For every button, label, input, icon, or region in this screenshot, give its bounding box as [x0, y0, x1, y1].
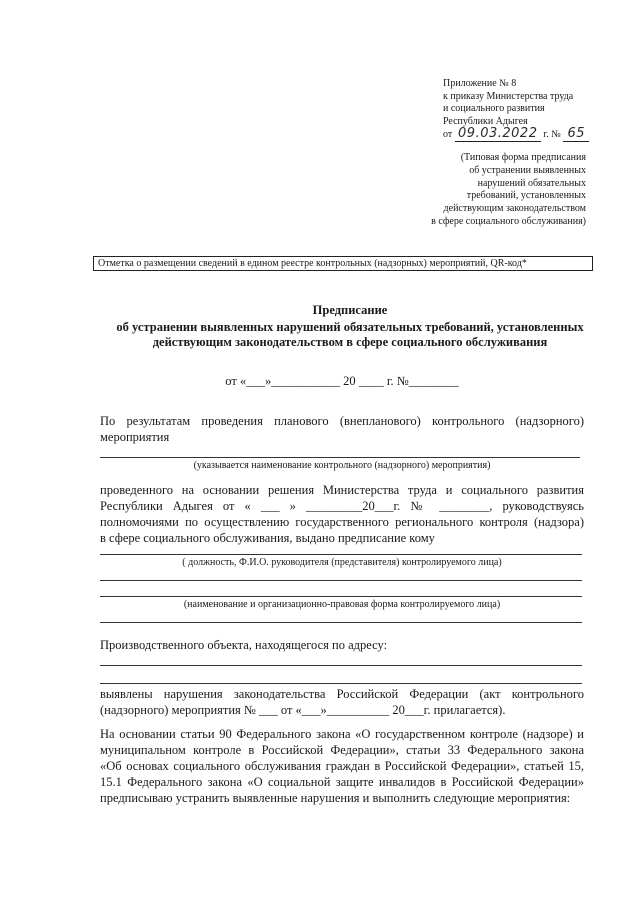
typical-form-line: об устранении выявленных: [469, 164, 586, 176]
fill-line-address: [100, 665, 582, 666]
decision-line: проведенного на основании решения Министерства труда и социального развития: [100, 483, 584, 497]
appendix-line: к приказу Министерства труда: [443, 90, 574, 102]
appendix-date-prefix: от: [443, 129, 453, 140]
fill-line-blank: [100, 622, 582, 623]
typical-form-line: нарушений обязательных: [477, 177, 586, 189]
document-subtitle-line: действующим законодательством в сфере социального обслуживания: [152, 335, 548, 349]
basis-line: На основании статьи 90 Федерального закона «О государственном контроле (надзоре) и: [100, 727, 584, 741]
object-address-label: Производственного объекта, находящегося по адресу:: [100, 638, 388, 652]
results-line: мероприятия: [100, 430, 170, 444]
violations-line: (надзорного) мероприятия № ___ от «___»__________ 20___г. прилагается).: [100, 703, 506, 717]
appendix-date-handwritten: 09.03.2022: [455, 128, 541, 142]
appendix-block: [443, 78, 603, 142]
decision-line: Республики Адыгея от « ___ » _________20___г. № ________, руководствуясь: [100, 499, 584, 513]
document-subtitle-line: об устранении выявленных нарушений обязательных требований, установленных: [116, 320, 584, 334]
basis-line: «Об основах социального обслуживания граждан в Российской Федерации», статьей 15,: [100, 759, 584, 773]
appendix-line: Республики Адыгея: [443, 115, 528, 127]
typical-form-line: (Типовая форма предписания: [460, 152, 586, 163]
basis-line: муниципальном контроле в Российской Федерации», статьи 33 Федерального закона: [100, 743, 584, 757]
fill-line-event-name: [100, 457, 580, 458]
basis-line: 15.1 Федерального закона «О социальной защите инвалидов в Российской Федерации»: [100, 775, 584, 789]
fill-line-organization: [100, 596, 582, 597]
appendix-line: и социального развития: [443, 103, 545, 114]
fill-line-address: [100, 683, 582, 684]
typical-form-line: действующим законодательством: [443, 203, 586, 215]
appendix-line: Приложение № 8: [443, 78, 517, 89]
order-date-number-line: от «___»___________ 20 ____ г. №________: [225, 374, 459, 388]
results-line: По результатам проведения планового (внепланового) контрольного (надзорного): [100, 414, 584, 428]
decision-line: в сфере социального обслуживания, выдано предписание кому: [100, 531, 435, 545]
registry-qr-box: Отметка о размещении сведений в едином реестре контрольных (надзорных) мероприятий, QR-код*: [93, 256, 593, 271]
appendix-date-suffix: г. №: [543, 129, 561, 140]
caption-event-name: (указывается наименование контрольного (надзорного) мероприятия): [193, 460, 491, 471]
violations-line: выявлены нарушения законодательства Российской Федерации (акт контрольного: [100, 687, 584, 701]
fill-line-recipient: [100, 554, 582, 555]
typical-form-line: требований, установленных: [466, 190, 586, 202]
basis-line: предписываю устранить выявленные нарушения и выполнить следующие мероприятия:: [100, 791, 571, 805]
fill-line-blank: [100, 580, 582, 581]
appendix-date-line: [443, 128, 603, 142]
caption-recipient: ( должность, Ф.И.О. руководителя (представителя) контролируемого лица): [182, 557, 502, 568]
appendix-number-handwritten: 65: [563, 128, 589, 142]
typical-form-note: [390, 152, 586, 229]
decision-line: полномочиями по осуществлению государственного регионального контроля (надзора): [100, 515, 584, 529]
typical-form-line: в сфере социального обслуживания): [431, 215, 586, 227]
document-title: Предписание: [312, 303, 388, 317]
caption-organization: (наименование и организационно-правовая форма контролируемого лица): [183, 599, 501, 610]
